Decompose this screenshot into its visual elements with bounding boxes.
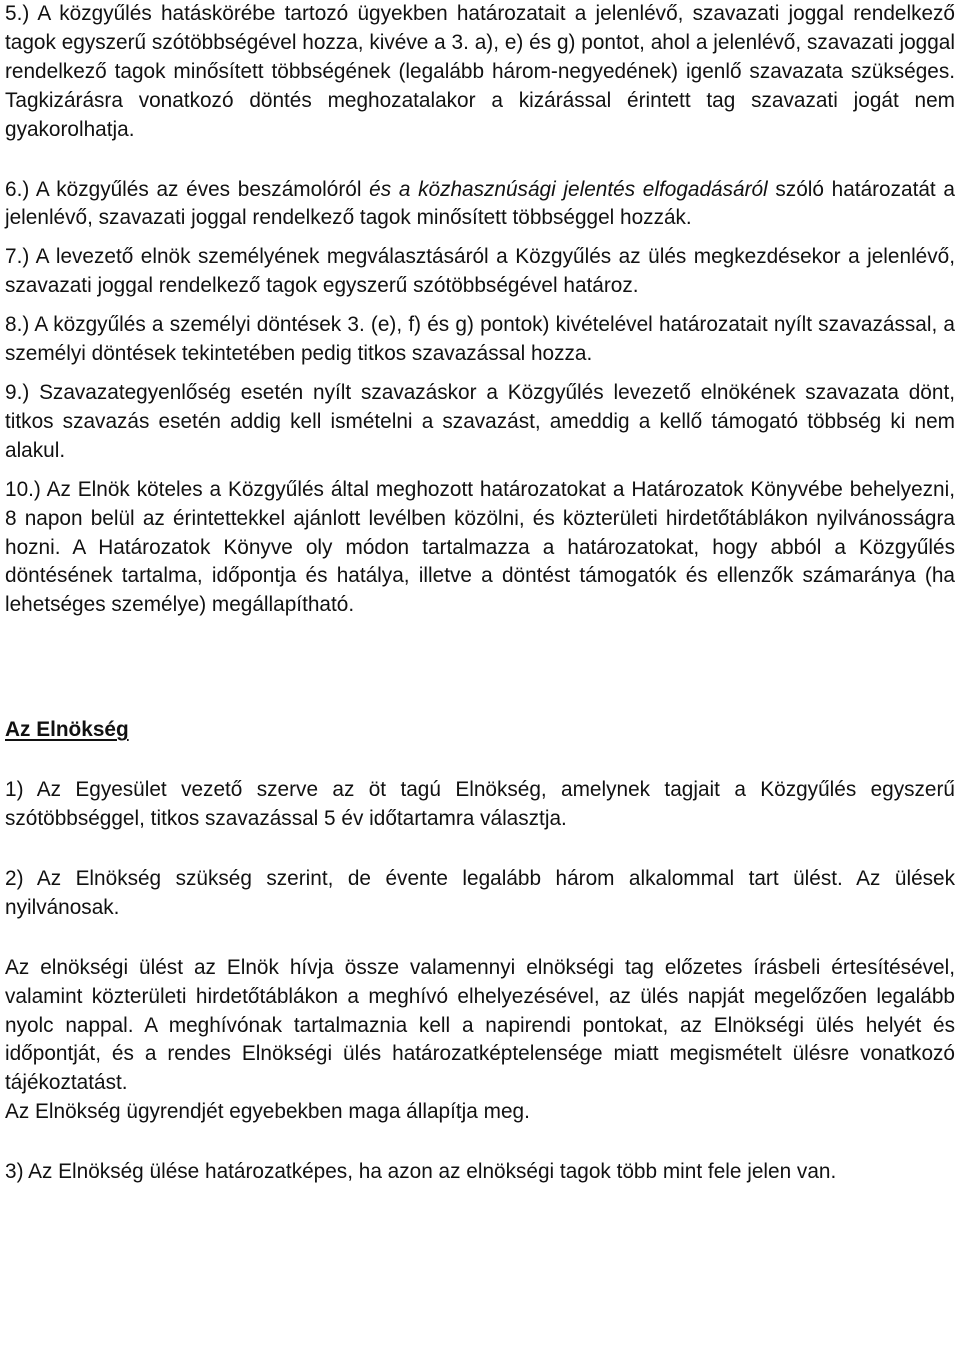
elnokseg-paragraph-1: 1) Az Egyesület vezető szerve az öt tagú Elnökség, amelynek tagjait a Közgyűlés egyszerű szótöbbséggel, titkos szavazással 5 év időtartamra választja.	[5, 778, 955, 831]
paragraph-10: 10.) Az Elnök köteles a Közgyűlés által meghozott határozatokat a Határozatok Könyvébe behelyezni, 8 napon belül az érintettekkel ajánlott levélben közölni, és közterületi hirdetőtáblákon nyilvánosságra hozni. A Határozatok Könyve oly módon tartalmazza a határozatokat, hogy abból a Közgyűlés döntésének tartalma, időpontja és hatálya, illetve a döntést támogatók és ellenzők számaránya (ha lehetséges személye) megállapítható.	[5, 477, 955, 617]
document-page	[5, 0, 955, 1187]
paragraph-7: 7.) A levezető elnök személyének megválasztásáról a Közgyűlés az ülés megkezdésekor a jelenlévő, szavazati joggal rendelkező tagok egyszerű szótöbbségével határoz.	[5, 245, 955, 298]
elnokseg-paragraph-3: 3) Az Elnökség ülése határozatképes, ha azon az elnökségi tagok több mint fele jelen van.	[5, 1160, 837, 1184]
paragraph-8: 8.) A közgyűlés a személyi döntések 3. (e), f) és g) pontok) kivételével határozatait nyílt szavazással, a személyi döntések tekintetében pedig titkos szavazással hozza.	[5, 313, 955, 366]
paragraph-6	[5, 176, 955, 234]
elnokseg-paragraph-2-details: Az elnökségi ülést az Elnök hívja össze valamennyi elnökségi tag előzetes írásbeli értesítésével, valamint közterületi hirdetőtáblákon a meghívó elhelyezésével, az ülés napját megelőzően legalább nyolc nappal. A meghívónak tartalmaznia kell a napirendi pontokat, az Elnökségi ülés helyét és időpontját, és a rendes Elnökségi ülés határozatképtelensége miatt megismételt ülésre vonatkozó tájékoztatást.	[5, 955, 955, 1095]
paragraph-6-text-start: 6.) A közgyűlés az éves beszámolóról	[5, 177, 370, 201]
paragraph-5: 5.) A közgyűlés hatáskörébe tartozó ügyekben határozatait a jelenlévő, szavazati joggal rendelkező tagok egyszerű szótöbbségével hozza, kivéve a 3. a), e) és g) pontot, ahol a jelenlévő, szavazati joggal rendelkező tagok minősített többségének (legalább három-negyedének) igenlő szavazata szükséges. Tagkizárásra vonatkozó döntés meghozatalakor a kizárással érintett tag szavazati jogát nem gyakorolhatja.	[5, 2, 955, 141]
section-heading: Az Elnökség	[5, 718, 129, 742]
paragraph-6-italic-text: és a közhasznúsági jelentés elfogadásáról	[369, 177, 768, 201]
paragraph-6-text-end: szóló határozatát a jelenlévő, szavazati joggal rendelkező tagok minősített többséggel hozzák.	[5, 177, 955, 230]
paragraph-9: 9.) Szavazategyenlőség esetén nyílt szavazáskor a Közgyűlés levezető elnökének szavazata dönt, titkos szavazás esetén addig kell ismételni a szavazást, ameddig a kellő támogató többség ki nem alakul.	[5, 380, 955, 462]
elnokseg-paragraph-2: 2) Az Elnökség szükség szerint, de évente legalább három alkalommal tart ülést. Az ülések nyilvánosak.	[5, 866, 955, 919]
elnokseg-paragraph-2-rules: Az Elnökség ügyrendjét egyebekben maga állapítja meg.	[5, 1100, 530, 1124]
